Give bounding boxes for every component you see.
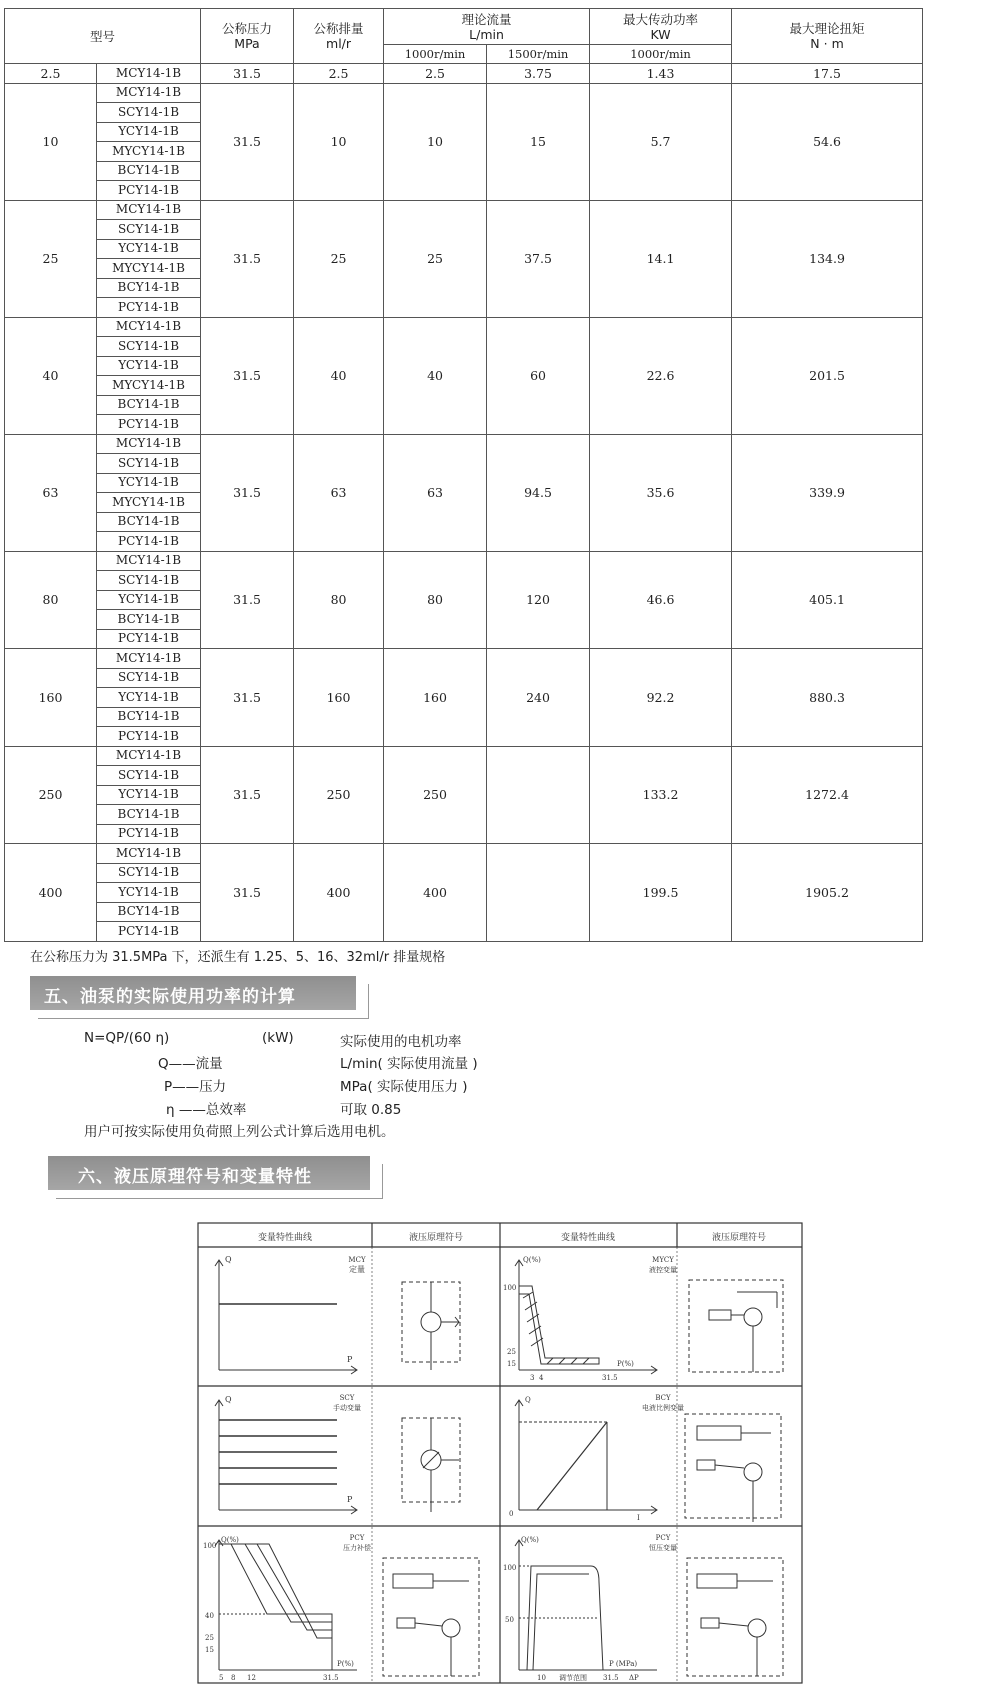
model-cell: PCY14-1B [97,298,201,318]
size-cell: 160 [5,649,97,747]
size-cell: 25 [5,200,97,317]
pcy2-y-tick-100: 100 [503,1564,517,1572]
displacement-cell: 160 [294,649,384,747]
flow1500-cell: 240 [487,649,590,747]
model-cell: MYCY14-1B [97,259,201,279]
bcy-origin: 0 [509,1510,514,1518]
mcy-p-axis-label: P [347,1355,353,1364]
p-label: P——压力 [164,1079,227,1095]
table-row [5,64,923,84]
scy-code: SCY [339,1394,355,1402]
pressure-cell: 31.5 [201,200,294,317]
torque-cell: 880.3 [732,649,923,747]
power-cell: 92.2 [590,649,732,747]
mcy-code: MCY [348,1256,366,1264]
model-cell: MCY14-1B [97,64,201,84]
mycy-x-tick-31-5: 31.5 [602,1374,618,1382]
pcy-y-tick-15: 15 [205,1646,214,1654]
size-cell: 400 [5,844,97,942]
spec-table-body [5,64,923,942]
model-cell: YCY14-1B [97,356,201,376]
displacement-cell: 25 [294,200,384,317]
formula-desc: 实际使用的电机功率 [340,1034,462,1050]
power-cell: 14.1 [590,200,732,317]
mycy-p-axis-label: P(%) [617,1360,634,1368]
mcy-curve [215,1255,366,1374]
pcy2-curve [503,1534,677,1682]
flow1000-cell: 40 [384,317,487,434]
torque-cell: 17.5 [732,64,923,84]
flow1000-cell: 63 [384,434,487,551]
bcy-i-axis-label: I [637,1514,640,1522]
pcy-name: 压力补偿 [343,1544,371,1552]
size-cell: 63 [5,434,97,551]
pcy2-name: 恒压变量 [649,1544,677,1552]
pcy2-x-tick-31-5: 31.5 [603,1674,619,1682]
flow1500-cell: 120 [487,551,590,649]
table-row [5,649,923,669]
derived-spec-note: 在公称压力为 31.5MPa 下，还派生有 1.25、5、16、32ml/r 排量规格 [30,950,446,965]
power-cell: 35.6 [590,434,732,551]
hydraulic-diagram-table [197,1222,803,1684]
model-cell: BCY14-1B [97,902,201,922]
model-cell: YCY14-1B [97,688,201,708]
model-cell: PCY14-1B [97,532,201,552]
torque-cell: 54.6 [732,83,923,200]
eta-value: 可取 0.85 [340,1102,402,1118]
pressure-cell: 31.5 [201,746,294,844]
model-cell: MCY14-1B [97,83,201,103]
table-row [5,317,923,337]
eta-label: η ——总效率 [166,1102,247,1118]
header-torque: 最大理论扭矩 N · m [732,9,923,64]
formula-unit: (kW) [262,1030,294,1046]
pressure-cell: 31.5 [201,551,294,649]
table-row [5,434,923,454]
model-cell: BCY14-1B [97,805,201,825]
bcy-q-axis-label: Q [525,1396,531,1404]
pcy-symbol [383,1558,479,1676]
mycy-name: 液控变量 [649,1266,677,1274]
header-power: 最大传动功率 KW [590,9,732,45]
model-cell: MCY14-1B [97,844,201,864]
flow1500-cell: 3.75 [487,64,590,84]
displacement-cell: 80 [294,551,384,649]
section5-banner [30,976,360,1010]
table-row [5,200,923,220]
pcy-x-tick-8: 8 [231,1674,236,1682]
model-cell: SCY14-1B [97,454,201,474]
scy-name: 手动变量 [333,1404,361,1412]
model-cell: PCY14-1B [97,922,201,942]
flow1000-cell: 160 [384,649,487,747]
mycy-code: MYCY [652,1256,674,1264]
torque-cell: 339.9 [732,434,923,551]
model-cell: PCY14-1B [97,415,201,435]
pcy2-p-axis-label: P (MPa) [609,1660,638,1668]
flow1000-cell: 80 [384,551,487,649]
flow1500-cell: 60 [487,317,590,434]
model-cell: YCY14-1B [97,473,201,493]
model-cell: PCY14-1B [97,181,201,201]
pressure-cell: 31.5 [201,434,294,551]
pcy2-q-axis-label: Q(%) [521,1536,539,1544]
motor-advice: 用户可按实际使用负荷照上列公式计算后选用电机。 [84,1124,395,1140]
flow1000-cell: 400 [384,844,487,942]
bcy-curve [509,1394,684,1522]
pcy2-symbol [687,1558,783,1676]
displacement-cell: 63 [294,434,384,551]
table-row [5,746,923,766]
diagram-header-3: 变量特性曲线 [560,1233,616,1243]
section5-title: 五、油泵的实际使用功率的计算 [44,987,296,1007]
header-pressure: 公称压力 MPa [201,9,294,64]
displacement-cell: 40 [294,317,384,434]
model-cell: SCY14-1B [97,103,201,123]
model-cell: MCY14-1B [97,746,201,766]
flow1000-cell: 2.5 [384,64,487,84]
mycy-x-tick-3: 3 [530,1374,535,1382]
model-cell: YCY14-1B [97,590,201,610]
model-cell: SCY14-1B [97,668,201,688]
diagram-header-1: 变量特性曲线 [257,1233,313,1243]
diagram-header-2: 液压原理符号 [408,1233,464,1243]
bcy-code: BCY [655,1394,671,1402]
header-power-1000: 1000r/min [590,45,732,64]
table-row [5,83,923,103]
model-cell: MCY14-1B [97,200,201,220]
pcy-y-tick-40: 40 [205,1612,214,1620]
pressure-cell: 31.5 [201,83,294,200]
model-cell: MYCY14-1B [97,493,201,513]
model-cell: BCY14-1B [97,161,201,181]
pcy2-delta-p: ΔP [629,1674,639,1682]
pcy-p-axis-label: P(%) [337,1660,354,1668]
model-cell: PCY14-1B [97,727,201,747]
power-cell: 133.2 [590,746,732,844]
model-cell: YCY14-1B [97,122,201,142]
pressure-cell: 31.5 [201,649,294,747]
header-model: 型号 [5,9,201,64]
header-displacement: 公称排量 ml/r [294,9,384,64]
model-cell: BCY14-1B [97,512,201,532]
model-cell: SCY14-1B [97,571,201,591]
displacement-cell: 400 [294,844,384,942]
model-cell: MYCY14-1B [97,376,201,396]
pressure-cell: 31.5 [201,844,294,942]
pcy-curve [203,1534,371,1682]
pcy2-x-tick-10: 10 [537,1674,546,1682]
mycy-symbol [689,1280,783,1372]
mycy-y-tick-100: 100 [503,1284,517,1292]
pcy-x-tick-5: 5 [219,1674,224,1682]
flow1500-cell [487,746,590,844]
model-cell: PCY14-1B [97,629,201,649]
pcy-code: PCY [349,1534,365,1542]
flow1000-cell: 25 [384,200,487,317]
size-cell: 2.5 [5,64,97,84]
model-cell: SCY14-1B [97,220,201,240]
bcy-symbol [685,1414,781,1522]
pcy-y-tick-100: 100 [203,1542,217,1550]
size-cell: 250 [5,746,97,844]
scy-p-axis-label: P [347,1495,353,1504]
torque-cell: 1905.2 [732,844,923,942]
pressure-cell: 31.5 [201,317,294,434]
mycy-curve [503,1256,677,1382]
size-cell: 40 [5,317,97,434]
model-cell: YCY14-1B [97,785,201,805]
model-cell: MYCY14-1B [97,142,201,162]
size-cell: 80 [5,551,97,649]
flow1000-cell: 250 [384,746,487,844]
model-cell: MCY14-1B [97,434,201,454]
header-flow-1500: 1500r/min [487,45,590,64]
pressure-cell: 31.5 [201,64,294,84]
pcy-x-tick-31-5: 31.5 [323,1674,339,1682]
q-unit: L/min( 实际使用流量 ) [340,1056,478,1072]
mycy-y-tick-25: 25 [507,1348,516,1356]
power-cell: 5.7 [590,83,732,200]
section6-title: 六、液压原理符号和变量特性 [78,1167,312,1187]
model-cell: YCY14-1B [97,239,201,259]
flow1500-cell: 94.5 [487,434,590,551]
section6-banner [48,1156,374,1190]
model-cell: SCY14-1B [97,337,201,357]
model-cell: MCY14-1B [97,649,201,669]
torque-cell: 405.1 [732,551,923,649]
model-cell: BCY14-1B [97,610,201,630]
spec-table [4,8,923,942]
bcy-name: 电液比例变量 [642,1404,684,1412]
model-cell: BCY14-1B [97,707,201,727]
header-flow-1000: 1000r/min [384,45,487,64]
flow1000-cell: 10 [384,83,487,200]
torque-cell: 1272.4 [732,746,923,844]
mycy-y-tick-15: 15 [507,1360,516,1368]
p-unit: MPa( 实际使用压力 ) [340,1079,468,1095]
model-cell: PCY14-1B [97,824,201,844]
model-cell: BCY14-1B [97,278,201,298]
pcy-x-tick-12: 12 [247,1674,256,1682]
pcy-y-tick-25: 25 [205,1634,214,1642]
flow1500-cell: 15 [487,83,590,200]
mycy-x-tick-4: 4 [539,1374,544,1382]
table-row [5,551,923,571]
torque-cell: 201.5 [732,317,923,434]
flow1500-cell: 37.5 [487,200,590,317]
pcy2-y-tick-50: 50 [505,1616,514,1624]
torque-cell: 134.9 [732,200,923,317]
power-cell: 22.6 [590,317,732,434]
mcy-symbol [402,1282,460,1370]
formula-main: N=QP/(60 η) [84,1030,170,1046]
model-cell: SCY14-1B [97,863,201,883]
mcy-q-axis-label: Q [225,1255,232,1264]
flow1500-cell [487,844,590,942]
header-flow: 理论流量 L/min [384,9,590,45]
displacement-cell: 10 [294,83,384,200]
model-cell: MCY14-1B [97,551,201,571]
model-cell: MCY14-1B [97,317,201,337]
displacement-cell: 250 [294,746,384,844]
power-cell: 46.6 [590,551,732,649]
pcy-q-axis-label: Q(%) [221,1536,239,1544]
pcy2-code: PCY [655,1534,671,1542]
displacement-cell: 2.5 [294,64,384,84]
scy-curve [215,1394,361,1514]
model-cell: BCY14-1B [97,395,201,415]
scy-q-axis-label: Q [225,1395,232,1404]
model-cell: SCY14-1B [97,766,201,786]
mcy-name: 定量 [349,1265,365,1274]
mycy-q-axis-label: Q(%) [523,1256,541,1264]
pcy2-x-tick-range: 调节范围 [559,1674,587,1682]
size-cell: 10 [5,83,97,200]
table-row [5,844,923,864]
model-cell: YCY14-1B [97,883,201,903]
scy-symbol [402,1418,460,1512]
power-cell: 1.43 [590,64,732,84]
q-label: Q——流量 [158,1056,223,1072]
power-cell: 199.5 [590,844,732,942]
diagram-header-4: 液压原理符号 [711,1233,767,1243]
